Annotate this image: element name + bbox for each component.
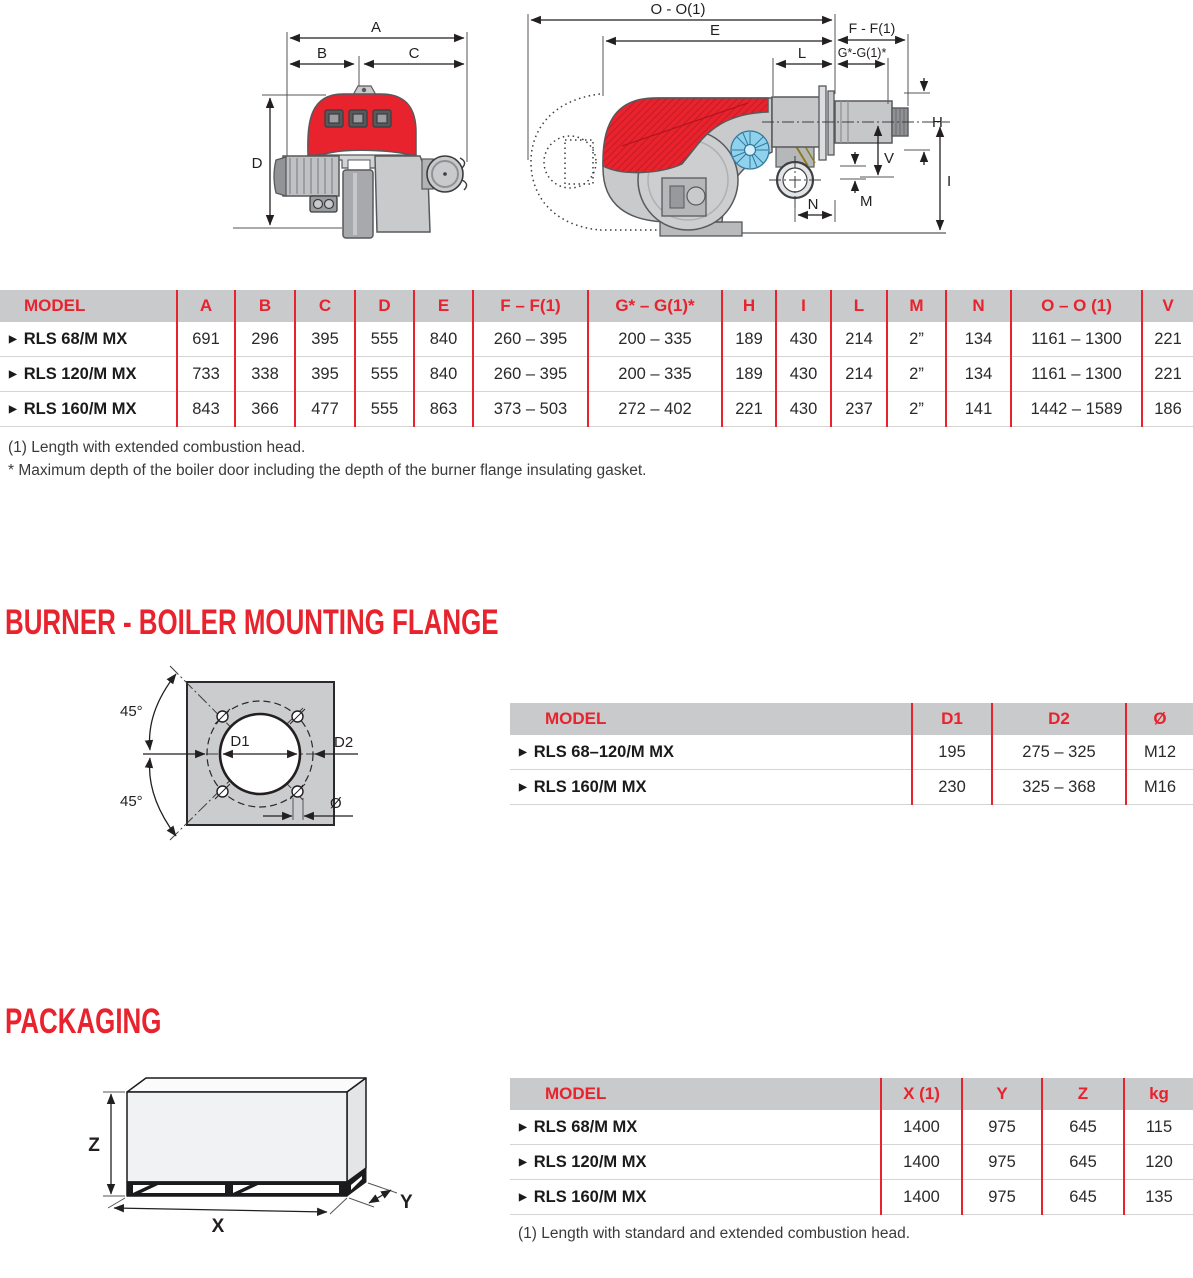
model-label: RLS 68/M MX [23,329,128,348]
packaging-row [510,1145,1193,1180]
dims-cell: 200 – 335 [588,322,722,357]
dims-col-header: L [831,290,887,322]
dims-cell: 141 [946,392,1011,427]
model-label: RLS 160/M MX [533,1187,647,1206]
dims-cell: 430 [776,357,831,392]
model-label: RLS 160/M MX [533,777,647,796]
dims-col-header: N [946,290,1011,322]
dims-cell: 214 [831,322,887,357]
dims-cell: 338 [235,357,295,392]
row-bullet-icon: ▶ [9,333,17,345]
packaging-col-header: kg [1124,1078,1193,1110]
dims-cell: 189 [722,322,776,357]
dims-cell: 840 [414,357,473,392]
dim-label-d: D [251,155,263,172]
dims-model-cell [0,392,177,427]
packaging-col-header-model: MODEL [510,1078,881,1110]
packaging-cell: 1400 [881,1145,962,1180]
burner-side-view-drawing [510,0,970,260]
dim-label-d2: D2 [334,734,354,751]
dim-label-z: Z [88,1135,100,1156]
model-label: RLS 120/M MX [533,1152,647,1171]
dim-label-a: A [370,19,382,36]
dims-col-header: O – O (1) [1011,290,1142,322]
dims-col-header-model: MODEL [0,290,177,322]
dims-cell: 555 [355,392,414,427]
dims-cell: 373 – 503 [473,392,588,427]
packaging-header-row [510,1078,1193,1110]
dims-col-header: B [235,290,295,322]
packaging-table [510,1078,1193,1215]
dims-cell: 189 [722,357,776,392]
dims-cell: 733 [177,357,235,392]
dims-cell: 555 [355,357,414,392]
packaging-cell: 645 [1042,1110,1124,1145]
flange-model-cell [510,735,912,770]
footnote-1: (1) Length with extended combustion head. [8,439,306,456]
burner-front-view-drawing [230,10,510,260]
dims-col-header: V [1142,290,1193,322]
flange-header-row [510,703,1193,735]
flange-row [510,770,1193,805]
model-label: RLS 120/M MX [23,364,137,383]
dims-row [0,357,1193,392]
dims-cell: 221 [1142,357,1193,392]
dims-cell: 430 [776,392,831,427]
dim-label-e: E [709,22,721,39]
dims-row [0,392,1193,427]
dims-cell: 430 [776,322,831,357]
dims-cell: 2” [887,392,946,427]
dims-cell: 840 [414,322,473,357]
dims-cell: 214 [831,357,887,392]
packaging-cell: 1400 [881,1110,962,1145]
packaging-model-cell [510,1180,881,1215]
fan-wheel [731,131,769,169]
packaging-cell: 975 [962,1145,1042,1180]
burner-front-illustration [274,86,467,238]
dims-cell: 260 – 395 [473,322,588,357]
flange-col-header-model: MODEL [510,703,912,735]
dim-label-x: X [211,1216,225,1237]
packaging-cell: 645 [1042,1145,1124,1180]
dims-cell: 555 [355,322,414,357]
flange-cell: 275 – 325 [992,735,1126,770]
dims-cell: 221 [722,392,776,427]
dims-cell: 691 [177,322,235,357]
dims-cell: 395 [295,322,355,357]
flange-cell: 325 – 368 [992,770,1126,805]
dims-cell: 134 [946,357,1011,392]
dim-label-i: I [947,173,952,190]
flange-row [510,735,1193,770]
packaging-col-header: Z [1042,1078,1124,1110]
mounting-flange-drawing [90,650,390,860]
dims-col-header: F – F(1) [473,290,588,322]
burner-side-illustration [603,86,950,236]
dims-cell: 237 [831,392,887,427]
flange-cell: M16 [1126,770,1193,805]
flange-cell: 230 [912,770,992,805]
dims-col-header: I [776,290,831,322]
dim-label-m: M [860,193,873,210]
dims-col-header: A [177,290,235,322]
model-label: RLS 68–120/M MX [533,742,675,761]
flange-section-title: BURNER - BOILER MOUNTING FLANGE [5,603,499,643]
row-bullet-icon: ▶ [519,1121,527,1133]
row-bullet-icon: ▶ [9,403,17,415]
dims-cell: 200 – 335 [588,357,722,392]
dimensions-table [0,290,1193,427]
dim-label-d1: D1 [230,733,250,750]
dims-cell: 296 [235,322,295,357]
packaging-cell: 135 [1124,1180,1193,1215]
flange-model-cell [510,770,912,805]
dims-cell: 1161 – 1300 [1011,357,1142,392]
dim-label-h: H [932,114,943,131]
crate-illustration [127,1078,366,1196]
flange-table [510,703,1193,805]
dims-cell: 2” [887,322,946,357]
flange-cell: 195 [912,735,992,770]
packaging-section-title: PACKAGING [5,1002,162,1042]
dims-cell: 1442 – 1589 [1011,392,1142,427]
packaging-box-drawing [70,1050,420,1240]
flange-col-header: D2 [992,703,1126,735]
dims-col-header: M [887,290,946,322]
dims-cell: 260 – 395 [473,357,588,392]
dim-label-diameter: Ø [330,795,342,812]
row-bullet-icon: ▶ [519,781,527,793]
row-bullet-icon: ▶ [519,1191,527,1203]
dim-label-v: V [884,150,895,167]
packaging-row [510,1180,1193,1215]
dimensions-footnotes [8,436,646,482]
dims-model-cell [0,357,177,392]
packaging-cell: 975 [962,1110,1042,1145]
dims-row [0,322,1193,357]
dim-label-g: G*-G(1)* [837,46,887,60]
dims-cell: 843 [177,392,235,427]
dims-col-header: G* – G(1)* [588,290,722,322]
dims-col-header: E [414,290,473,322]
dims-cell: 477 [295,392,355,427]
dim-label-n: N [807,196,819,213]
dims-header-row [0,290,1193,322]
flange-cell: M12 [1126,735,1193,770]
row-bullet-icon: ▶ [519,746,527,758]
row-bullet-icon: ▶ [519,1156,527,1168]
packaging-model-cell [510,1110,881,1145]
dims-col-header: D [355,290,414,322]
dims-cell: 272 – 402 [588,392,722,427]
dims-model-cell [0,322,177,357]
dims-cell: 366 [235,392,295,427]
footnote-2: * Maximum depth of the boiler door including the depth of the burner flange insulating gasket. [8,462,647,479]
packaging-cell: 120 [1124,1145,1193,1180]
row-bullet-icon: ▶ [9,368,17,380]
dim-label-c: C [408,45,420,62]
dims-cell: 186 [1142,392,1193,427]
packaging-cell: 115 [1124,1110,1193,1145]
model-label: RLS 160/M MX [23,399,137,418]
dims-cell: 2” [887,357,946,392]
dims-col-header: H [722,290,776,322]
dims-cell: 863 [414,392,473,427]
packaging-cell: 1400 [881,1180,962,1215]
dims-cell: 221 [1142,322,1193,357]
dim-label-o: O - O(1) [650,1,706,18]
dims-cell: 134 [946,322,1011,357]
angle-label-top: 45° [120,703,143,720]
flange-col-header: D1 [912,703,992,735]
dim-label-f: F - F(1) [848,20,896,36]
packaging-cell: 645 [1042,1180,1124,1215]
dims-cell: 395 [295,357,355,392]
packaging-cell: 975 [962,1180,1042,1215]
packaging-model-cell [510,1145,881,1180]
model-label: RLS 68/M MX [533,1117,638,1136]
packaging-col-header: Y [962,1078,1042,1110]
angle-label-bottom: 45° [120,793,143,810]
dim-label-y: Y [400,1192,413,1213]
packaging-row [510,1110,1193,1145]
dim-label-b: B [316,45,328,62]
packaging-footnote: (1) Length with standard and extended combustion head. [518,1225,911,1242]
flange-col-header: Ø [1126,703,1193,735]
dims-cell: 1161 – 1300 [1011,322,1142,357]
dims-col-header: C [295,290,355,322]
dim-label-l: L [797,45,807,62]
packaging-col-header: X (1) [881,1078,962,1110]
